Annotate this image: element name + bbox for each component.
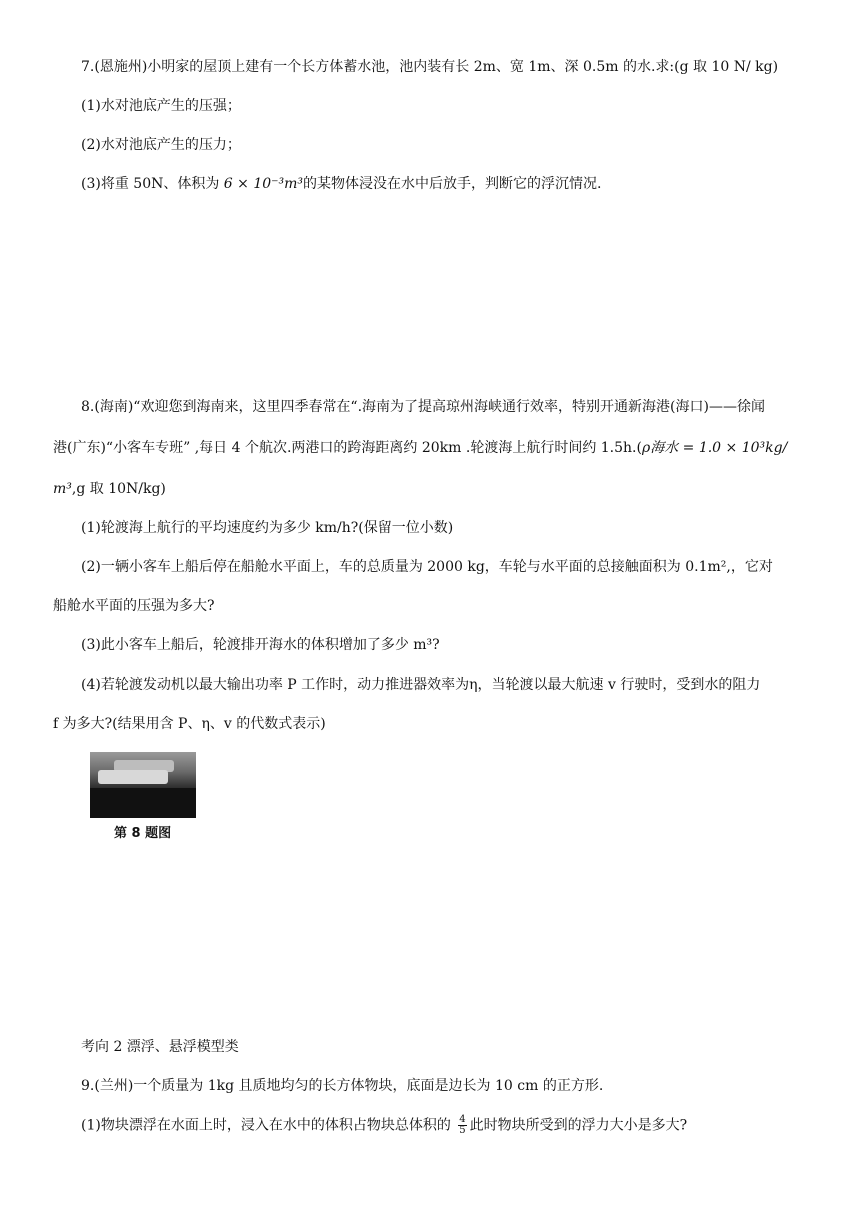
- q9-part1-text-a: (1)物块漂浮在水面上时，浸入在水中的体积占物块总体积的: [81, 1117, 456, 1134]
- q7-part3-math: 6 × 10⁻³m³: [223, 176, 304, 192]
- q9-fraction-denominator: 5: [459, 1125, 466, 1136]
- q8-part3: (3)此小客车上船后，轮渡排开海水的体积增加了多少 m³?: [81, 637, 440, 653]
- q8-stem-line2: [53, 438, 787, 458]
- q9-fraction-numerator: 4: [459, 1114, 466, 1125]
- q8-g-text: ,g 取 10N/kg): [71, 481, 166, 497]
- ferry-photo: [90, 752, 196, 818]
- q8-stem-line3: [53, 479, 166, 499]
- figure-caption: 第 8 题图: [114, 826, 172, 841]
- q7-stem: 7.(恩施州)小明家的屋顶上建有一个长方体蓄水池，池内装有长 2m、宽 1m、深 0.5m 的水.求:(g 取 10 N/ kg): [81, 59, 779, 75]
- q8-part2-line2: 船舱水平面的压强为多大?: [53, 598, 215, 614]
- q7-part2: (2)水对池底产生的压力；: [81, 137, 241, 153]
- q8-stem-line1: 8.(海南)“欢迎您到海南来，这里四季春常在“.海南为了提高琼州海峡通行效率，特别开通新海港(海口)——徐闻: [81, 399, 765, 415]
- q9-fraction: [458, 1115, 466, 1136]
- q8-density-math: ρ海水 = 1.0 × 10³kg/: [641, 440, 788, 456]
- q7-part3-text-b: 的某物体浸没在水中后放手，判断它的浮沉情况.: [303, 176, 602, 192]
- q8-unit-math: m³: [53, 481, 72, 497]
- q7-part1: (1)水对池底产生的压强；: [81, 98, 241, 114]
- q8-part1: (1)轮渡海上航行的平均速度约为多少 km/h?(保留一位小数): [81, 520, 454, 536]
- q9-part1: [81, 1115, 687, 1136]
- q7-part3: [81, 174, 602, 194]
- q8-stem-text: 港(广东)“小客车专班” ,每日 4 个航次.两港口的跨海距离约 20km .轮渡海上航行时间约 1.5h.(: [53, 440, 642, 456]
- q8-part4-line1: (4)若轮渡发动机以最大输出功率 P 工作时，动力推进器效率为η，当轮渡以最大航速 v 行驶时，受到水的阻力: [81, 677, 761, 693]
- q9-stem: 9.(兰州)一个质量为 1kg 且质地均匀的长方体物块，底面是边长为 10 cm 的正方形.: [81, 1078, 604, 1094]
- q9-part1-text-b: 此时物块所受到的浮力大小是多大?: [469, 1117, 688, 1134]
- section-title: 考向 2 漂浮、悬浮模型类: [81, 1039, 239, 1055]
- q8-part2-line1: (2)一辆小客车上船后停在船舱水平面上，车的总质量为 2000 kg，车轮与水平面的总接触面积为 0.1m²,，它对: [81, 559, 773, 575]
- q7-part3-text-a: (3)将重 50N、体积为: [81, 176, 224, 192]
- q8-part4-line2: f 为多大?(结果用含 P、η、v 的代数式表示): [53, 716, 326, 732]
